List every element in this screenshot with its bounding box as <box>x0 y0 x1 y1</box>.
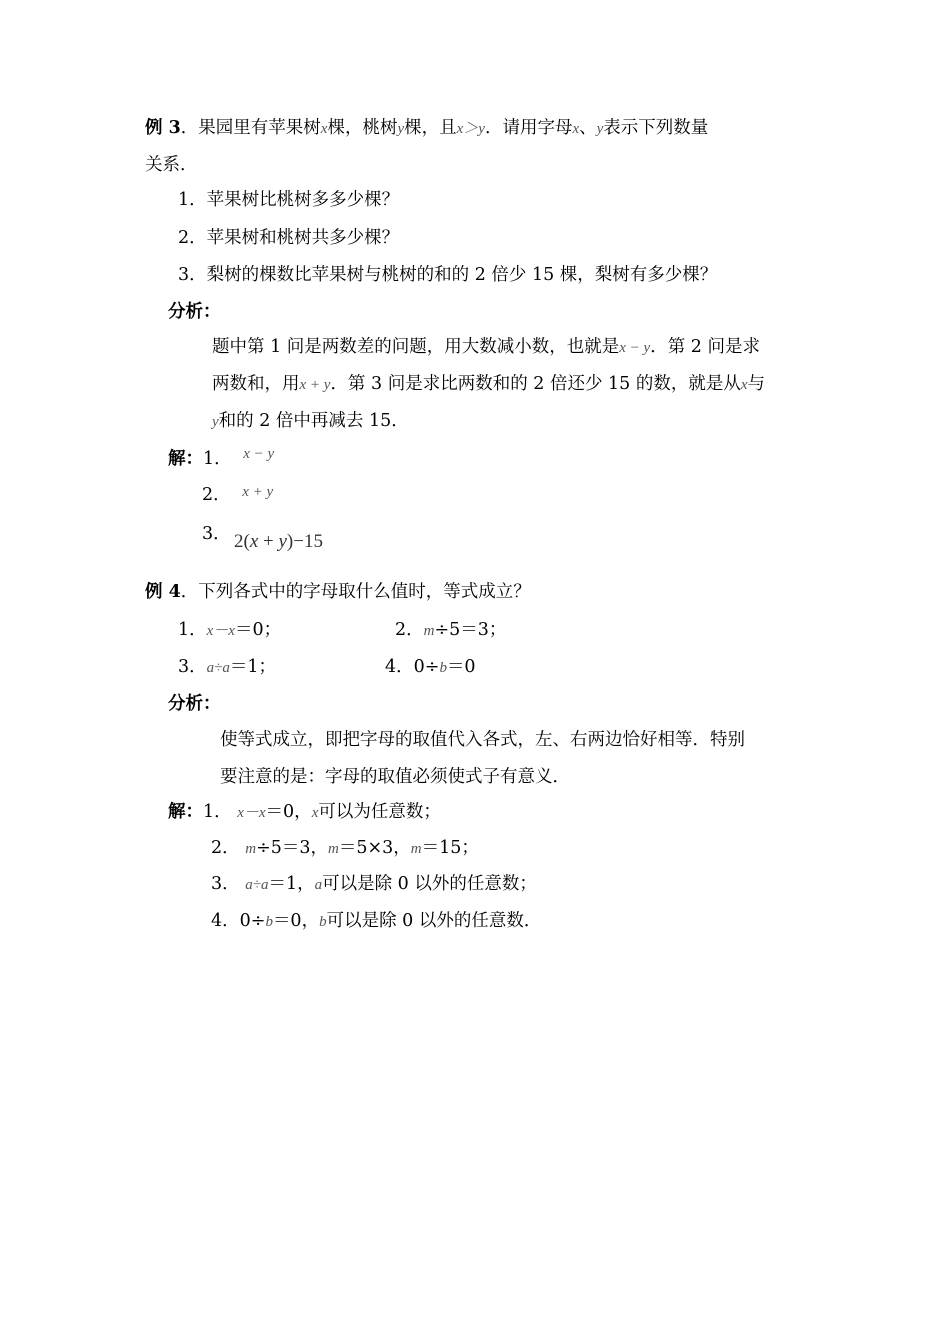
ex3-answer-3: 2(x + y)−15 <box>234 531 323 552</box>
ex3-analysis-line-3: y和的 2 倍中再减去 15． <box>212 411 409 431</box>
ex4-problem-1: 1．x－x＝0； <box>178 620 282 640</box>
ex3-solution-2: 2． x + y <box>202 484 274 505</box>
ex4-problem-3: 3．a÷a＝1； <box>178 657 277 677</box>
ex3-intro-line-1: 例 3．果园里有苹果树x棵，桃树y棵，且x＞y．请用字母x、y表示下列数量 <box>145 118 709 138</box>
ex3-solution-label: 解： <box>168 449 203 469</box>
ex4-intro: 例 4．下列各式中的字母取什么值时，等式成立？ <box>145 582 531 602</box>
ex3-solution-3-num: 3． <box>202 524 231 544</box>
ex3-intro-line-2: 关系． <box>145 155 198 175</box>
ex4-solution-2: 2． m÷5＝3，m＝5×3，m＝15； <box>211 838 479 858</box>
ex4-analysis-line-1: 使等式成立，即把字母的取值代入各式，左、右两边恰好相等．特别 <box>220 730 745 750</box>
ex3-question-2: 2．苹果树和桃树共多少棵？ <box>178 228 400 248</box>
ex4-problem-2: 2．m÷5＝3； <box>395 620 507 640</box>
ex3-analysis-line-2: 两数和，用x + y．第 3 问是求比两数和的 2 倍还少 15 的数，就是从x与 <box>212 374 766 394</box>
var-x: x <box>320 121 328 137</box>
ex3-answer-2: x + y <box>242 484 274 500</box>
inequality: x＞y <box>456 121 485 137</box>
ex4-analysis-label: 分析： <box>168 694 221 714</box>
ex4-solution-3: 3． a÷a＝1，a可以是除 0 以外的任意数； <box>211 874 537 894</box>
ex4-solution-4: 4．0÷b＝0，b可以是除 0 以外的任意数． <box>211 911 542 931</box>
ex3-solution-1: 解：1． x − y <box>168 446 275 469</box>
ex4-solution-label: 解： <box>168 802 203 822</box>
ex4-analysis-line-2: 要注意的是：字母的取值必须使式子有意义． <box>220 767 570 787</box>
ex3-answer-1: x − y <box>243 446 275 462</box>
ex4-solution-1: 解：1． x－x＝0，x可以为任意数； <box>168 802 441 822</box>
expr-x-plus-y: x + y <box>299 377 331 393</box>
ex3-analysis-line-1: 题中第 1 问是两数差的问题，用大数减小数，也就是x − y．第 2 问是求 <box>212 337 760 357</box>
var-y: y <box>397 121 405 137</box>
expr-x-minus-y: x − y <box>619 340 651 356</box>
ex4-problem-4: 4．0÷b＝0 <box>385 657 476 677</box>
ex3-question-1: 1．苹果树比桃树多多少棵？ <box>178 190 400 210</box>
ex3-label: 例 3 <box>145 118 181 138</box>
ex4-label: 例 4 <box>145 582 181 602</box>
ex3-analysis-label: 分析： <box>168 302 221 322</box>
ex3-question-3: 3．梨树的棵数比苹果树与桃树的和的 2 倍少 15 棵，梨树有多少棵？ <box>178 265 718 285</box>
